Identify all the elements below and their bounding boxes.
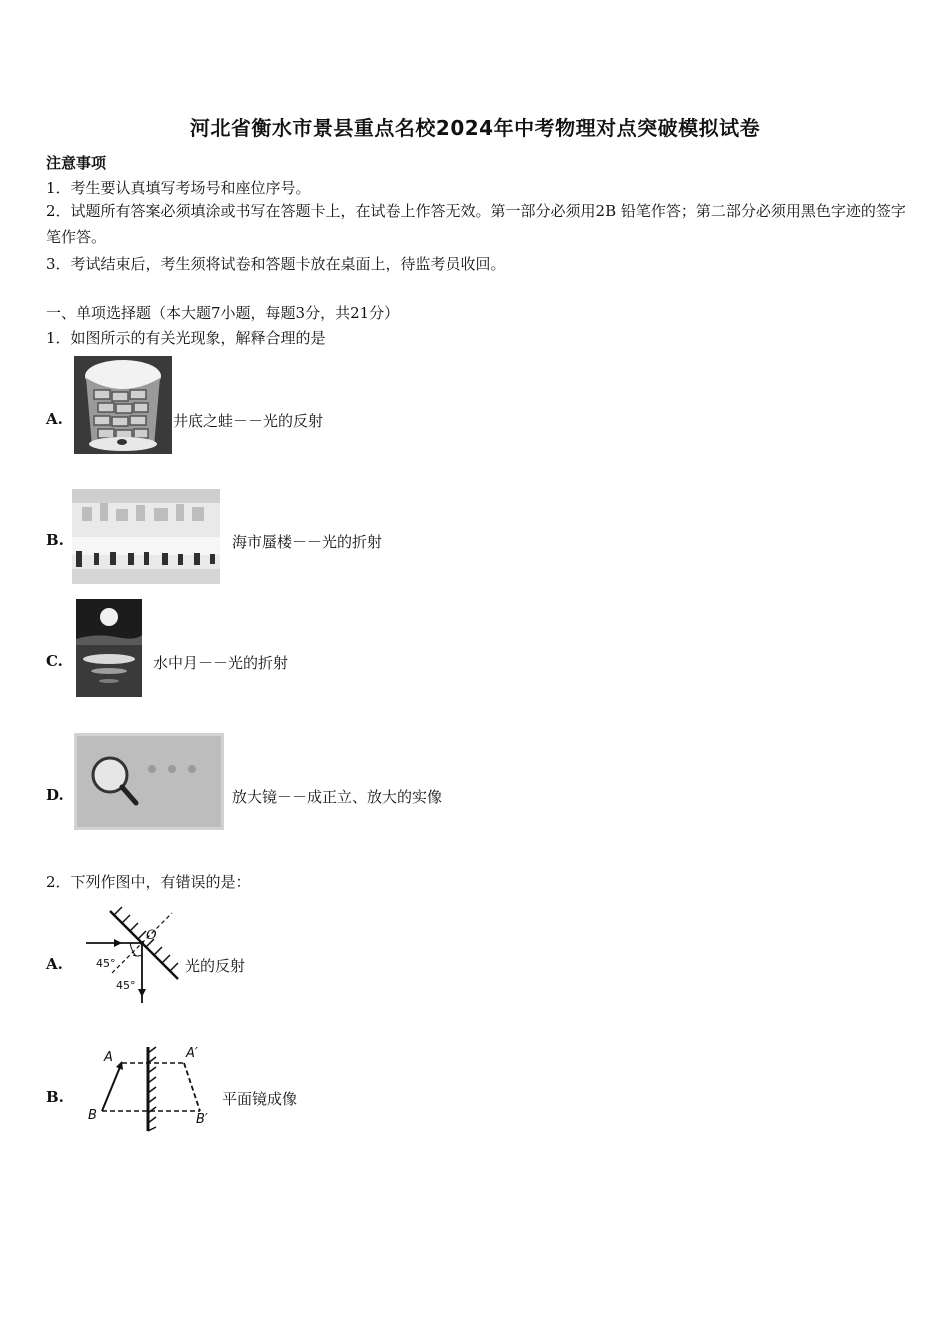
- point-o-label: O: [146, 928, 157, 943]
- q2-option-b-letter: B.: [46, 1088, 64, 1106]
- page-title: 河北省衡水市景县重点名校2024年中考物理对点突破模拟试卷: [189, 116, 761, 140]
- question-1-stem: 1．如图所示的有关光现象，解释合理的是: [46, 329, 326, 347]
- q1-option-a-text: 井底之蛙－－光的反射: [173, 412, 324, 430]
- mirage-image: [72, 489, 220, 584]
- q1-option-c-text: 水中月－－光的折射: [153, 654, 289, 672]
- q1-option-d-text: 放大镜－－成正立、放大的实像: [232, 788, 443, 806]
- angle-label-2: 45°: [116, 979, 136, 992]
- moon-in-water-image: [76, 599, 142, 697]
- q1-option-c-letter: C.: [46, 652, 63, 670]
- label-a-prime: A′: [186, 1046, 198, 1061]
- notice-item-3: 3．考试结束后，考生须将试卷和答题卡放在桌面上，待监考员收回。: [46, 255, 506, 273]
- q2-option-a-letter: A.: [46, 955, 63, 973]
- q1-option-b-letter: B.: [46, 531, 64, 549]
- label-b-prime: B′: [196, 1112, 208, 1127]
- notice-item-2: 2．试题所有答案必须填涂或书写在答题卡上，在试卷上作答无效。第一部分必须用2B 铅笔作答；第二部分必须用黑色字迹的签字笔作答。: [46, 202, 906, 246]
- section-heading: 一、单项选择题（本大题7小题，每题3分，共21分）: [46, 304, 400, 322]
- notice-item-1: 1．考生要认真填写考场号和座位序号。: [46, 179, 311, 197]
- q2-option-a-text: 光的反射: [185, 957, 246, 975]
- reflection-diagram: [82, 905, 182, 1007]
- q1-option-d-letter: D.: [46, 786, 64, 804]
- well-frog-image: [74, 356, 172, 454]
- label-b: B: [88, 1108, 97, 1123]
- q1-option-a-letter: A.: [46, 410, 63, 428]
- magnifier-image: [74, 733, 224, 830]
- angle-label-1: 45°: [96, 957, 116, 970]
- q2-option-b-text: 平面镜成像: [222, 1090, 298, 1108]
- notice-heading: 注意事项: [46, 154, 107, 172]
- question-2-stem: 2．下列作图中，有错误的是：: [46, 873, 251, 891]
- q1-option-b-text: 海市蜃楼－－光的折射: [232, 533, 383, 551]
- plane-mirror-diagram: [84, 1043, 216, 1133]
- label-a: A: [104, 1050, 113, 1065]
